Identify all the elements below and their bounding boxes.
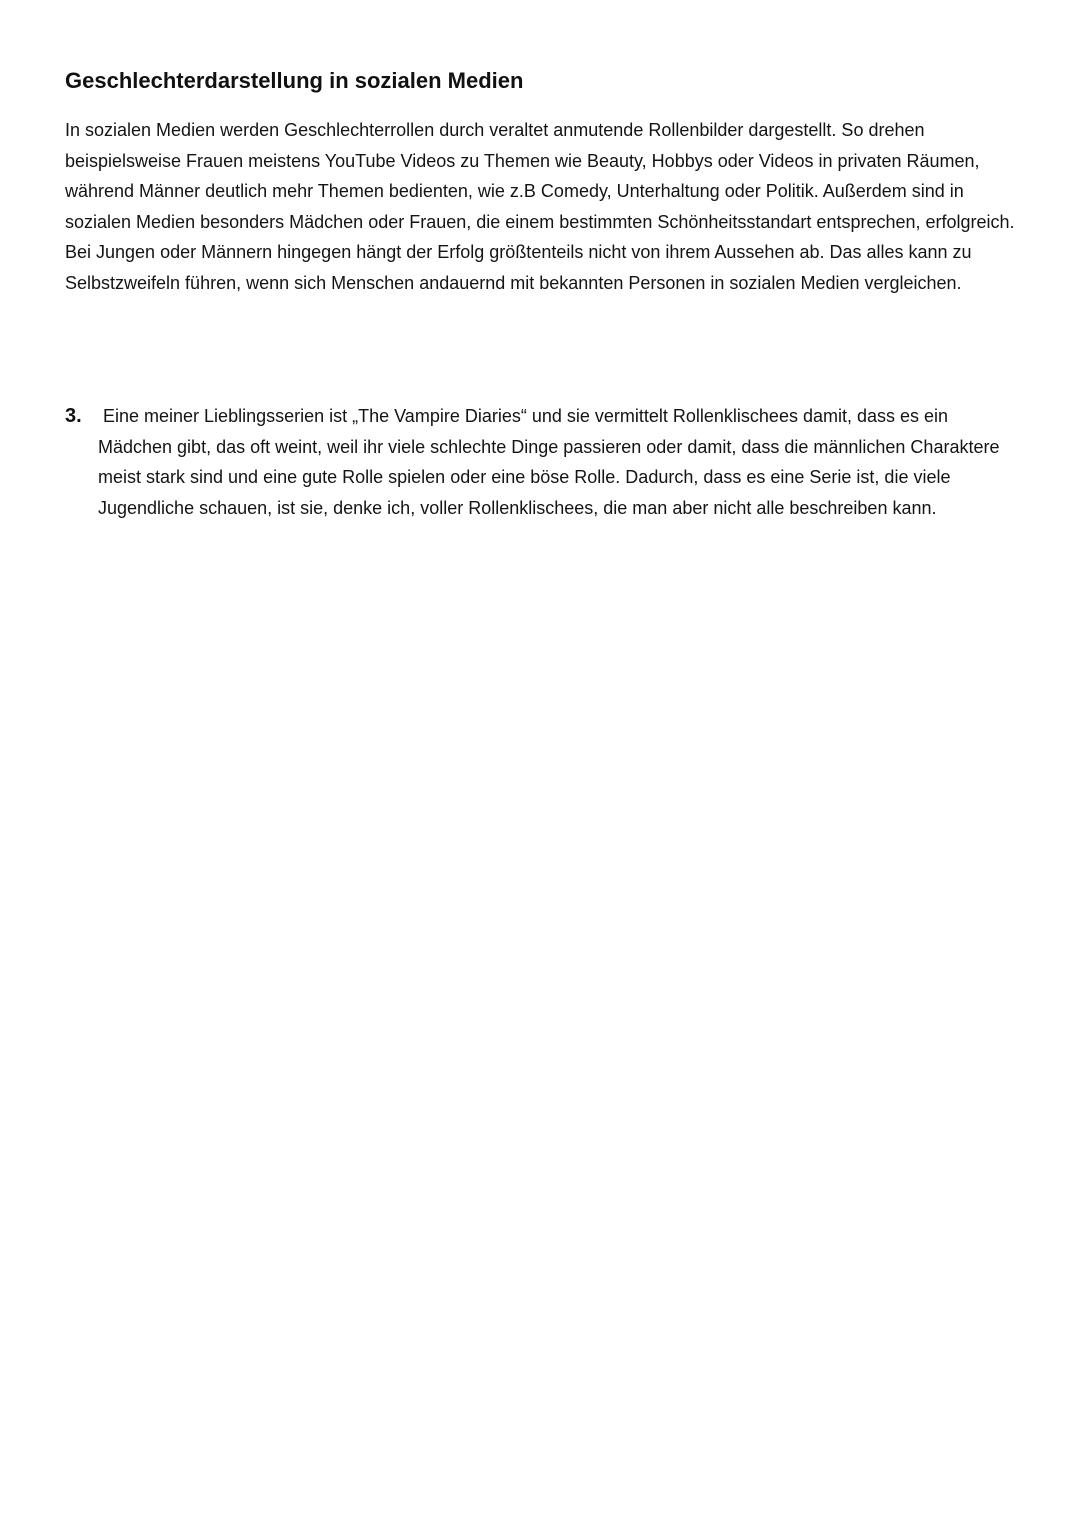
section-paragraph: In sozialen Medien werden Geschlechterrollen durch veraltet anmutende Rollenbilder dargestellt. So drehen beispielsweise Frauen meistens YouTube Videos zu Themen wie Beauty, Hobbys oder Videos in privaten Räumen, während Männer deutlich mehr Themen bedienten, wie z.B Comedy, Unterhaltung oder Politik. Außerdem sind in sozialen Medien besonders Mädchen oder Frauen, die einem bestimmten Schönheitsstandart entsprechen, erfolgreich. Bei Jungen oder Männern hingegen hängt der Erfolg größtenteils nicht von ihrem Aussehen ab. Das alles kann zu Selbstzweifeln führen, wenn sich Menschen andauernd mit bekannten Personen in sozialen Medien vergleichen.: [65, 120, 1015, 293]
section-heading: Geschlechterdarstellung in sozialen Medien: [65, 68, 524, 93]
answer-text: Eine meiner Lieblingsserien ist „The Vampire Diaries“ und sie vermittelt Rollenklischees damit, dass es ein Mädchen gibt, das oft weint, weil ihr viele schlechte Dinge passieren oder damit, dass die männlichen Charaktere meist stark sind und eine gute Rolle spielen oder eine böse Rolle. Dadurch, dass es eine Serie ist, die viele Jugendliche schauen, ist sie, denke ich, voller Rollenklischees, die man aber nicht alle beschreiben kann.: [98, 406, 1000, 518]
answer-number: 3.: [65, 405, 82, 427]
answer-item: [65, 401, 1020, 523]
social-media-section: [65, 64, 1015, 299]
